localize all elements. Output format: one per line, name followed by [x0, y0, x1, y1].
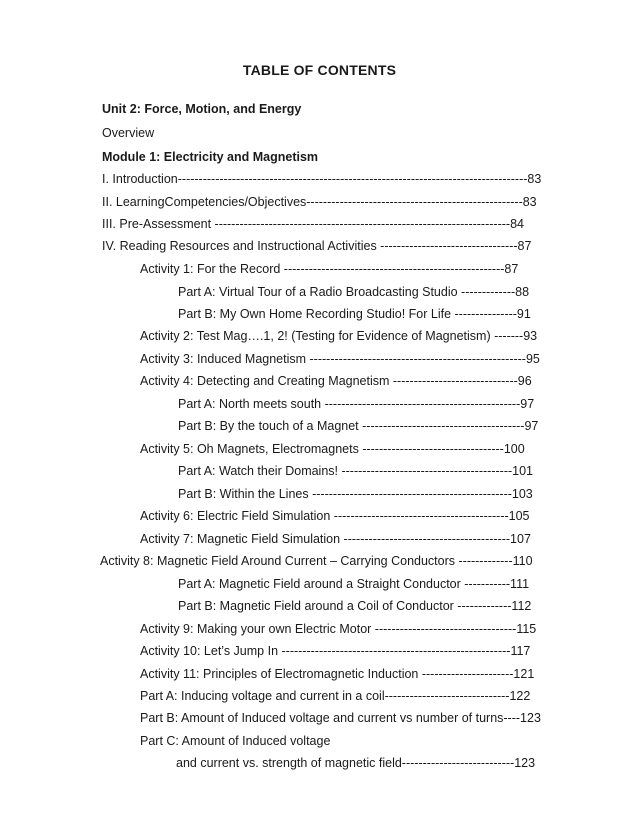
toc-entry-pre-assessment: III. Pre-Assessment -----------------------------------------------------------------------84	[102, 217, 524, 231]
toc-entry-activity-1-part-b: Part B: My Own Home Recording Studio! For Life ---------------91	[178, 307, 531, 321]
toc-entry-activity-11-part-b: Part B: Amount of Induced voltage and current vs number of turns----123	[140, 711, 541, 725]
toc-entry-activity-11-part-c: Part C: Amount of Induced voltage	[140, 734, 331, 748]
toc-entry-activity-1: Activity 1: For the Record -----------------------------------------------------87	[140, 262, 519, 276]
toc-entry-activity-6: Activity 6: Electric Field Simulation ------------------------------------------105	[140, 509, 530, 523]
toc-entry-introduction: I. Introduction------------------------------------------------------------------------------------83	[102, 172, 542, 186]
page-title: TABLE OF CONTENTS	[242, 62, 397, 78]
toc-entry-activity-5-part-b: Part B: Within the Lines ------------------------------------------------103	[178, 487, 533, 501]
toc-entry-competencies: II. LearningCompetencies/Objectives----------------------------------------------------83	[102, 195, 537, 209]
overview-heading: Overview	[102, 126, 155, 140]
toc-entry-activity-4: Activity 4: Detecting and Creating Magnetism ------------------------------96	[140, 374, 532, 388]
unit-heading: Unit 2: Force, Motion, and Energy	[102, 102, 302, 116]
toc-entry-activity-4-part-a: Part A: North meets south -----------------------------------------------97	[178, 397, 535, 411]
toc-entry-activity-4-part-b: Part B: By the touch of a Magnet ---------------------------------------97	[178, 419, 539, 433]
toc-entry-activity-5-part-a: Part A: Watch their Domains! -----------------------------------------101	[178, 464, 534, 478]
toc-entry-activity-10: Activity 10: Let’s Jump In -------------------------------------------------------117	[140, 644, 531, 658]
toc-entry-activity-11-part-c-cont: and current vs. strength of magnetic field---------------------------123	[176, 756, 536, 770]
toc-entry-activity-11-part-a: Part A: Inducing voltage and current in a coil------------------------------122	[140, 689, 531, 703]
toc-entry-activity-3: Activity 3: Induced Magnetism ----------------------------------------------------95	[140, 352, 540, 366]
toc-entry-activity-7: Activity 7: Magnetic Field Simulation ----------------------------------------107	[140, 532, 531, 546]
toc-entry-reading-resources: IV. Reading Resources and Instructional Activities ---------------------------------87	[102, 239, 532, 253]
module-heading: Module 1: Electricity and Magnetism	[102, 150, 319, 164]
toc-entry-activity-2: Activity 2: Test Mag….1, 2! (Testing for Evidence of Magnetism) -------93	[140, 329, 538, 343]
toc-entry-activity-8: Activity 8: Magnetic Field Around Current – Carrying Conductors -------------110	[100, 554, 533, 568]
toc-entry-activity-9: Activity 9: Making your own Electric Motor ----------------------------------115	[140, 622, 537, 636]
toc-entry-activity-8-part-b: Part B: Magnetic Field around a Coil of Conductor -------------112	[178, 599, 532, 613]
toc-entry-activity-8-part-a: Part A: Magnetic Field around a Straight Conductor -----------111	[178, 577, 530, 591]
toc-entry-activity-5: Activity 5: Oh Magnets, Electromagnets ----------------------------------100	[140, 442, 525, 456]
toc-entry-activity-1-part-a: Part A: Virtual Tour of a Radio Broadcasting Studio -------------88	[178, 285, 530, 299]
toc-entry-activity-11: Activity 11: Principles of Electromagnetic Induction ----------------------121	[140, 667, 535, 681]
